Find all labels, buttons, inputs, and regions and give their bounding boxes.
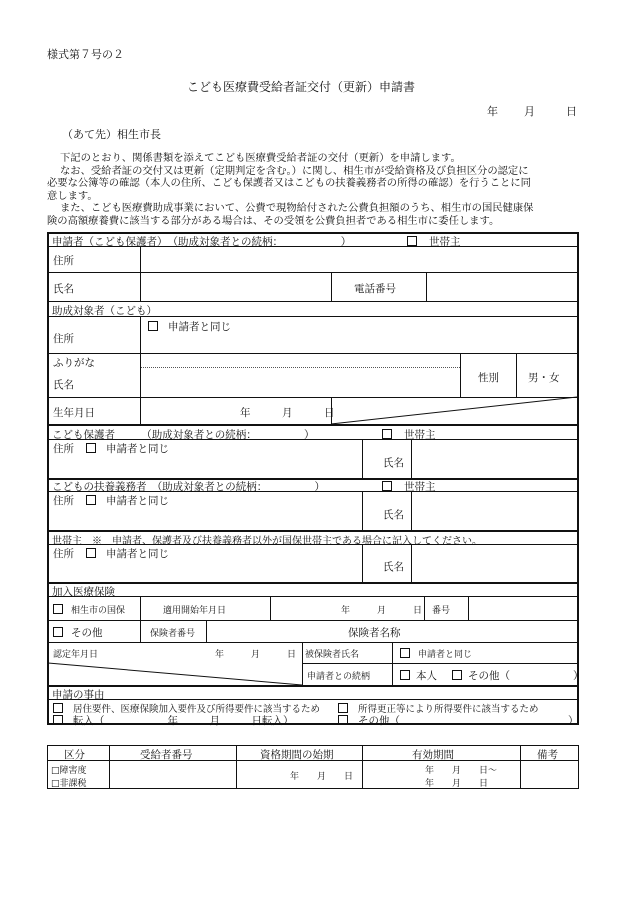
subject-birth-label: 生年月日 <box>53 407 95 419</box>
applicant-name-label: 氏名 <box>53 283 74 295</box>
guardian-household-head-label: 世帯主 <box>404 429 436 441</box>
bottom-header-valid: 有効期間 <box>412 749 454 761</box>
insurance-start-ymd: 年 月 日 <box>341 606 423 616</box>
insured-same-label: 申請者と同じ <box>418 650 473 660</box>
applicant-household-head-checkbox[interactable] <box>407 234 461 249</box>
bottom-valid-from: 年 月 日～ <box>425 766 498 776</box>
dependent-household-head-label: 世帯主 <box>404 481 436 493</box>
insured-name-label: 被保険者氏名 <box>305 650 360 660</box>
relation-other-label: その他（ ） <box>468 670 584 682</box>
insurance-nhi-checkbox[interactable] <box>53 603 125 616</box>
householder-same-label: 申請者と同じ <box>106 548 169 560</box>
relation-self-checkbox[interactable] <box>400 668 437 683</box>
relation-self-label: 本人 <box>416 670 437 682</box>
bottom-header-recipient-no: 受給者番号 <box>140 749 193 761</box>
form-title: こども医療費受給者証交付（更新）申請書 <box>187 80 416 94</box>
intro-p1: 下記のとおり、関係書類を添えてこども医療費受給者証の交付（更新）を申請します。 <box>60 152 461 164</box>
reason-header: 申請の事由 <box>52 689 105 701</box>
bottom-type-1[interactable]: □障害度 <box>51 766 87 776</box>
householder-address-label: 住所 <box>53 548 74 560</box>
reason-1-label: 居住要件、医療保険加入要件及び所得要件に該当するため <box>73 704 321 715</box>
relation-other-checkbox[interactable] <box>452 668 584 683</box>
bottom-start-ymd: 年 月 日 <box>290 772 354 782</box>
intro-p2c: 意します。 <box>47 189 98 202</box>
date-day-label: 日 <box>566 105 577 118</box>
insurance-number-label: 番号 <box>432 606 451 616</box>
intro-p2a: なお、受給者証の交付又は更新（定期判定を含む。）に関し、相生市が受給資格及び負担区分の認定に <box>60 164 529 177</box>
guardian-header: こども保護者 （助成対象者との続柄： ） <box>52 429 315 441</box>
subject-furigana-label: ふりがな <box>53 357 95 369</box>
householder-address-row <box>53 546 169 561</box>
subject-address-label: 住所 <box>53 333 74 345</box>
householder-header: 世帯主 ※ 申請者、保護者及び扶養義務者以外が国保世帯主である場合に記入してください。 <box>52 536 482 547</box>
insurance-start-date-label: 適用開始年月日 <box>163 606 227 616</box>
applicant-household-head-label: 世帯主 <box>429 236 461 248</box>
reason-2-label: 所得更正等により所得要件に該当するため <box>358 704 539 715</box>
subject-same-label: 申請者と同じ <box>168 321 231 333</box>
guardian-address-row <box>53 441 169 456</box>
subject-gender-value[interactable]: 男・女 <box>528 372 560 384</box>
intro-p2b: 必要な公簿等の確認（本人の住所、こども保護者又はこどもの扶養義務者の所得の確認）を行うことに同 <box>47 177 531 189</box>
cert-date-ymd: 年 月 日 <box>215 650 297 660</box>
form-number: 様式第７号の２ <box>47 48 124 61</box>
reason-3-label: 転入（ 年 月 日転入） <box>73 715 294 727</box>
date-year-label: 年 <box>487 105 498 118</box>
subject-same-checkbox[interactable] <box>148 319 231 334</box>
applicant-address-label: 住所 <box>53 255 74 267</box>
subject-birth-ymd: 年 月 日 <box>240 407 335 419</box>
insurance-header: 加入医療保険 <box>52 586 115 598</box>
insurer-name-label: 保険者名称 <box>348 627 401 639</box>
date-month-label: 月 <box>524 105 535 118</box>
guardian-household-head-checkbox[interactable] <box>382 427 436 442</box>
householder-name-label: 氏名 <box>383 561 404 573</box>
bottom-type-2[interactable]: □非課税 <box>51 779 87 789</box>
guardian-address-label: 住所 <box>53 443 74 455</box>
bottom-header-start: 資格期間の始期 <box>260 749 334 761</box>
insurance-nhi-label: 相生市の国保 <box>71 606 126 616</box>
bottom-valid-to: 年 月 日 <box>425 779 489 789</box>
dependent-address-row <box>53 493 169 508</box>
cert-date-label: 認定年月日 <box>53 650 99 660</box>
insured-same-checkbox[interactable] <box>400 647 472 660</box>
subject-name-label: 氏名 <box>53 379 74 391</box>
insurer-number-label: 保険者番号 <box>150 629 196 639</box>
relation-label: 申請者との続柄 <box>307 672 371 682</box>
reason-4-checkbox[interactable] <box>338 713 579 728</box>
subject-gender-label: 性別 <box>478 372 499 384</box>
intro-p3a: また、こども医療費助成事業において、公費で現物給付された公費負担額のうち、相生市の国民健康保 <box>60 202 534 214</box>
reason-4-label: その他（ ） <box>358 715 579 727</box>
intro-p3b: 険の高額療養費に該当する部分がある場合は、その受領を公費負担者である相生市に委任します。 <box>47 214 500 227</box>
insurance-other-checkbox[interactable] <box>53 625 103 640</box>
insurance-other-label: その他 <box>71 627 103 639</box>
applicant-header: 申請者（こども保護者） （助成対象者との続柄： ） <box>52 236 352 248</box>
dependent-address-label: 住所 <box>53 495 74 507</box>
applicant-phone-label: 電話番号 <box>354 283 396 295</box>
guardian-same-checkbox[interactable] <box>86 443 169 455</box>
householder-same-checkbox[interactable] <box>86 548 169 560</box>
guardian-same-label: 申請者と同じ <box>106 443 169 455</box>
reason-3-checkbox[interactable] <box>53 713 294 728</box>
dependent-household-head-checkbox[interactable] <box>382 479 436 494</box>
dependent-header: こどもの扶養義務者 （助成対象者との続柄： ） <box>52 481 325 493</box>
bottom-header-notes: 備考 <box>537 749 558 761</box>
bottom-header-type: 区分 <box>64 749 85 761</box>
dependent-same-checkbox[interactable] <box>86 495 169 507</box>
dependent-name-label: 氏名 <box>383 509 404 521</box>
guardian-name-label: 氏名 <box>383 457 404 469</box>
addressee: （あて先）相生市長 <box>62 128 161 141</box>
subject-header: 助成対象者（こども） <box>52 305 157 317</box>
dependent-same-label: 申請者と同じ <box>106 495 169 507</box>
